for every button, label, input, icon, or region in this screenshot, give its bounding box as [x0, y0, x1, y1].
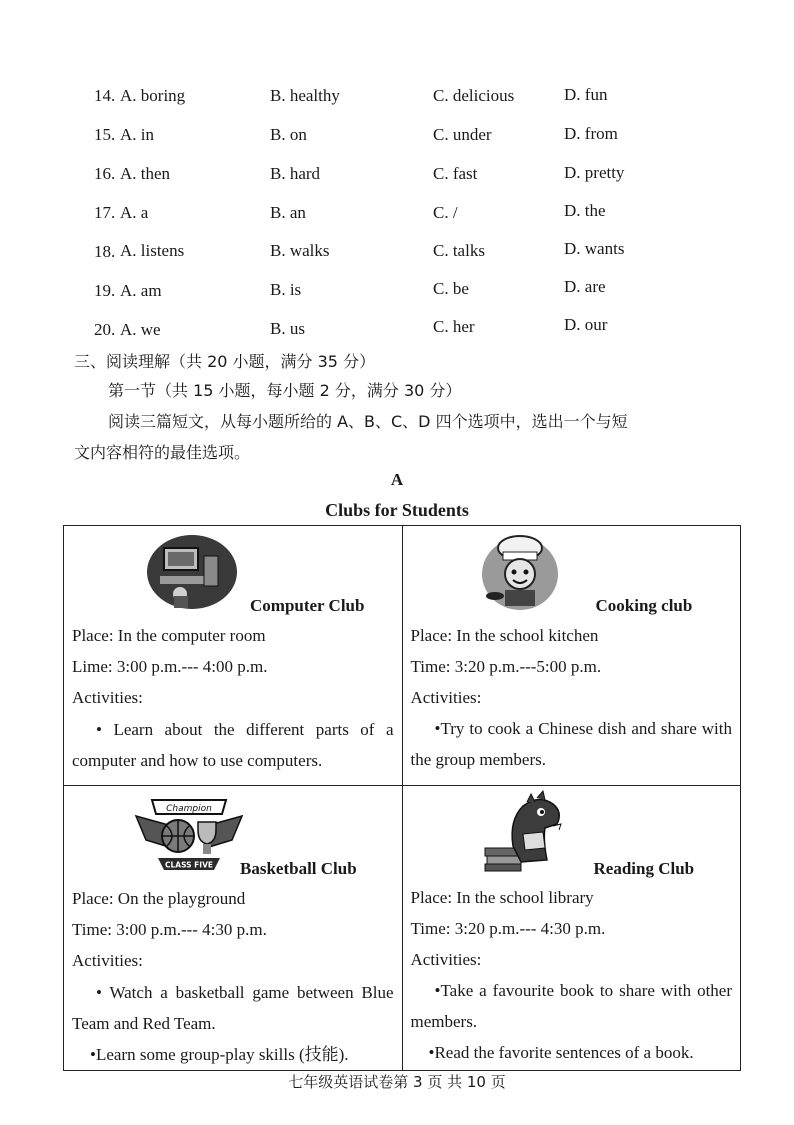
q20-a: A. we: [120, 320, 161, 339]
q16-a: A. then: [120, 164, 171, 183]
q19-d: D. are: [564, 277, 606, 296]
q14-a: A. boring: [120, 86, 186, 105]
q20-b: B. us: [270, 319, 305, 338]
club-time: Time: 3:00 p.m.--- 4:30 p.m.: [72, 920, 267, 939]
q18-num: 18.: [94, 242, 116, 261]
club-activities: [72, 977, 394, 1070]
q15-num: 15.: [94, 125, 116, 144]
q18-c: C. talks: [433, 241, 485, 260]
q17-c: C. /: [433, 203, 458, 222]
dinosaur-reading-icon: [483, 790, 567, 872]
badge-text-top: Champion: [166, 804, 212, 814]
q17-num: 17.: [94, 203, 116, 222]
q14-c: C. delicious: [433, 86, 515, 105]
page-footer: 七年级英语试卷第 3 页 共 10 页: [288, 1073, 506, 1091]
activity-bullet: •Take a favourite book to share with other members.: [410, 981, 732, 1031]
computer-club-icon: [146, 534, 238, 610]
club-name: Basketball Club: [240, 859, 357, 878]
club-place: Place: On the playground: [72, 889, 246, 908]
q15-d: D. from: [564, 124, 618, 143]
q16-b: B. hard: [270, 164, 321, 183]
q19-num: 19.: [94, 281, 116, 300]
club-time: Time: 3:20 p.m.---5:00 p.m.: [410, 657, 602, 676]
q19-c: C. be: [433, 279, 469, 298]
basketball-badge-icon: [132, 796, 246, 876]
club-activities: [411, 713, 733, 775]
club-activities-label: Activities:: [410, 688, 482, 707]
activity-bullet: • Watch a basketball game between Blue Team and Red Team.: [72, 983, 394, 1033]
chef-icon: [479, 530, 561, 612]
club-time: Lime: 3:00 p.m.--- 4:00 p.m.: [72, 657, 268, 676]
q16-num: 16.: [94, 164, 116, 183]
q20-d: D. our: [564, 315, 608, 334]
q18-d: D. wants: [564, 239, 625, 258]
computer-club-cell: [64, 526, 403, 786]
q15-c: C. under: [433, 125, 492, 144]
passage-letter: A: [390, 470, 404, 489]
q19-a: A. am: [120, 281, 162, 300]
club-name: Computer Club: [250, 596, 365, 615]
club-place: Place: In the school kitchen: [410, 626, 599, 645]
club-activities: [411, 975, 733, 1068]
activity-bullet: • Learn about the different parts of a computer and how to use computers.: [72, 720, 394, 770]
q14-b: B. healthy: [270, 86, 340, 105]
club-activities-label: Activities:: [72, 688, 143, 707]
activity-bullet: •Learn some group-play skills (技能).: [90, 1045, 349, 1064]
club-time: Time: 3:20 p.m.--- 4:30 p.m.: [410, 919, 606, 938]
q18-b: B. walks: [270, 241, 330, 260]
instruction-line-1: 阅读三篇短文，从每小题所给的 A、B、C、D 四个选项中，选出一个与短: [108, 412, 628, 431]
club-activities: [72, 714, 394, 776]
cooking-club-cell: [402, 526, 741, 786]
q18-a: A. listens: [120, 241, 185, 260]
club-activities-label: Activities:: [410, 950, 482, 969]
q15-b: B. on: [270, 125, 307, 144]
clubs-table: [63, 525, 741, 1071]
q19-b: B. is: [270, 280, 302, 299]
q14-d: D. fun: [564, 85, 608, 104]
q17-b: B. an: [270, 203, 306, 222]
q16-d: D. pretty: [564, 163, 625, 182]
club-place: Place: In the computer room: [72, 626, 266, 645]
q20-num: 20.: [94, 320, 116, 339]
section-heading: 三、阅读理解（共 20 小题，满分 35 分）: [74, 352, 376, 371]
badge-text-bottom: CLASS FIVE: [164, 860, 214, 870]
instruction-line-2: 文内容相符的最佳选项。: [74, 443, 251, 462]
reading-club-cell: [402, 786, 741, 1071]
q17-d: D. the: [564, 201, 606, 220]
q16-c: C. fast: [433, 164, 478, 183]
q20-c: C. her: [433, 317, 475, 336]
club-name: Reading Club: [593, 859, 695, 878]
activity-bullet: •Read the favorite sentences of a book.: [428, 1043, 694, 1062]
club-name: Cooking club: [595, 596, 693, 615]
club-activities-label: Activities:: [72, 951, 143, 970]
q17-a: A. a: [120, 203, 149, 222]
activity-bullet: •Try to cook a Chinese dish and share with the group members.: [410, 719, 732, 769]
basketball-club-cell: [64, 786, 403, 1071]
q14-option-a: 14.: [94, 86, 116, 105]
passage-title: Clubs for Students: [325, 500, 469, 520]
club-place: Place: In the school library: [410, 888, 594, 907]
q15-a: A. in: [120, 125, 154, 144]
section-subheading: 第一节（共 15 小题，每小题 2 分，满分 30 分）: [108, 381, 462, 400]
